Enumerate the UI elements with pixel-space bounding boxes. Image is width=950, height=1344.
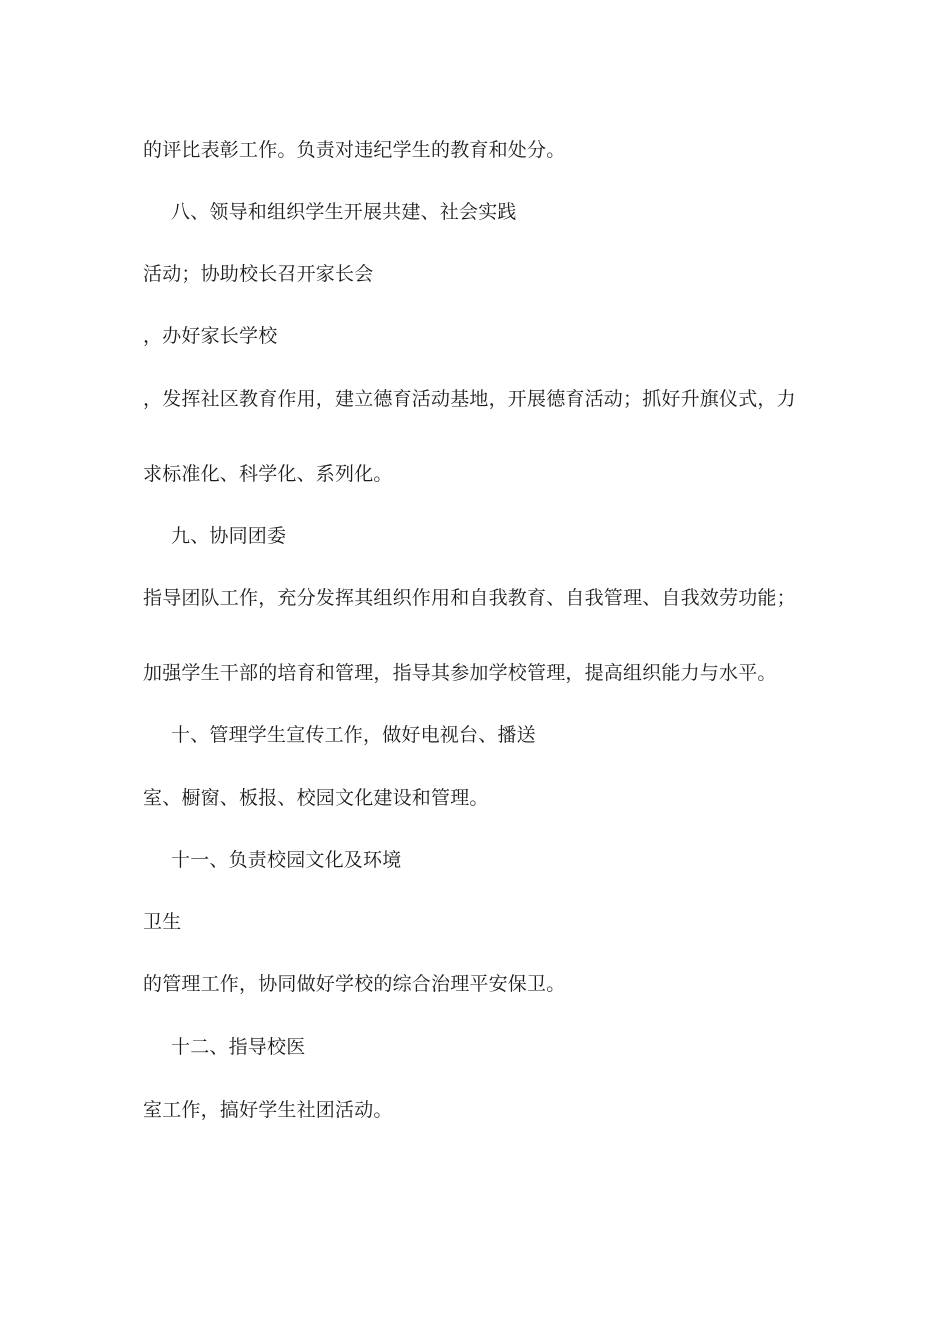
- section-heading-12: 十二、指导校医: [171, 1036, 306, 1058]
- text-line-6: 求标准化、科学化、系列化。: [143, 463, 393, 485]
- text-line-4: ，办好家长学校: [143, 325, 278, 347]
- text-line-8: 指导团队工作，充分发挥其组织作用和自我教育、自我管理、自我效劳功能；: [143, 587, 796, 609]
- text-line-5: ，发挥社区教育作用，建立德育活动基地，开展德育活动；抓好升旗仪式，力: [143, 388, 796, 410]
- section-heading-11: 十一、负责校园文化及环境: [171, 849, 402, 871]
- text-line-14: 的管理工作，协同做好学校的综合治理平安保卫。: [143, 973, 566, 995]
- section-heading-10: 十、管理学生宣传工作，做好电视台、播送: [171, 724, 536, 746]
- text-line-13: 卫生: [143, 911, 182, 933]
- text-line-16: 室工作，搞好学生社团活动。: [143, 1099, 393, 1121]
- text-line-9: 加强学生干部的培育和管理，指导其参加学校管理，提高组织能力与水平。: [143, 662, 777, 684]
- text-line-1: 的评比表彰工作。负责对违纪学生的教育和处分。: [143, 139, 566, 161]
- section-heading-8: 八、领导和组织学生开展共建、社会实践: [171, 201, 517, 223]
- section-heading-9: 九、协同团委: [171, 525, 287, 547]
- text-line-11: 室、橱窗、板报、校园文化建设和管理。: [143, 787, 489, 809]
- text-line-3: 活动；协助校长召开家长会: [143, 263, 374, 285]
